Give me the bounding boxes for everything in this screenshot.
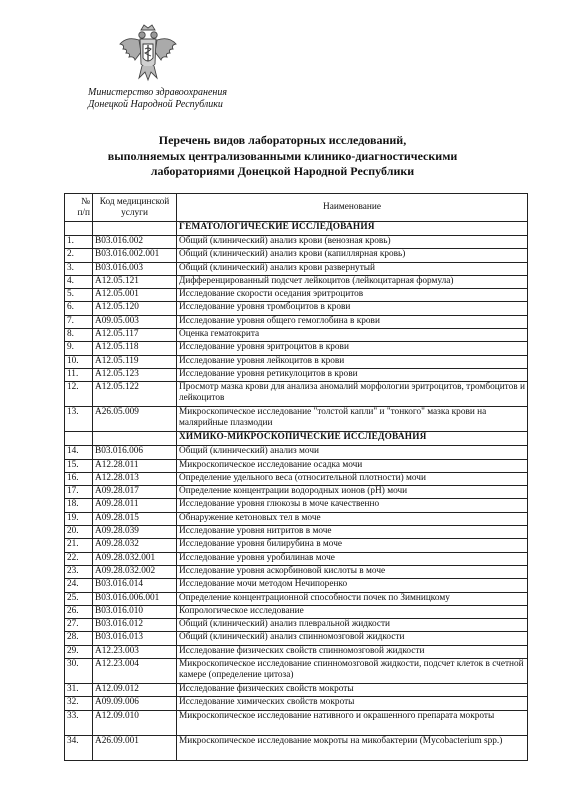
table-row [65,315,528,328]
row-number: 8. [65,329,93,342]
service-code: B03.016.013 [93,632,177,645]
test-name: Микроскопическое исследование нативного и окрашенного препарата мокроты [177,710,528,735]
test-name: Определение удельного веса (относительной плотности) мочи [177,472,528,485]
table-row [65,355,528,368]
title-line2: выполняемых централизованными клинико-диагностическими [107,148,458,163]
test-name: Исследование уровня глюкозы в моче качественно [177,499,528,512]
section-title: ХИМИКО-МИКРОСКОПИЧЕСКИЕ ИССЛЕДОВАНИЯ [177,432,528,446]
test-name: Исследование скорости оседания эритроцитов [177,289,528,302]
test-name: Исследование физических свойств спинномозговой жидкости [177,645,528,658]
column-header-code-line1: Код медицинской [99,196,170,207]
lab-tests-table [64,193,528,761]
table-row [65,249,528,262]
column-header-number-line2: п/п [77,207,90,218]
row-number: 4. [65,275,93,288]
service-code: A12.05.117 [93,329,177,342]
table-row [65,565,528,578]
test-name: Исследование уровня нитритов в моче [177,526,528,539]
row-number: 33. [65,710,93,735]
table-row [65,539,528,552]
row-number: 20. [65,526,93,539]
table-row [65,368,528,381]
service-code: A12.05.001 [93,289,177,302]
service-code: B03.016.003 [93,262,177,275]
ministry-line2: Донецкой Народной Республики [88,99,223,110]
column-header-code [93,194,177,222]
table-row [65,632,528,645]
row-number: 13. [65,407,93,432]
test-name: Общий (клинический) анализ спинномозговой жидкости [177,632,528,645]
row-number: 29. [65,645,93,658]
title-line3: лабораториями Донецкой Народной Республики [150,164,415,178]
service-code: A09.28.032.001 [93,552,177,565]
test-name: Исследование уровня эритроцитов в крови [177,342,528,355]
row-number: 6. [65,302,93,315]
section-empty-cell [65,432,93,446]
table-row [65,735,528,760]
table-row [65,382,528,407]
table-row [65,697,528,710]
service-code: A09.09.006 [93,697,177,710]
row-number: 34. [65,735,93,760]
service-code: A12.05.121 [93,275,177,288]
table-row [65,645,528,658]
row-number: 24. [65,579,93,592]
service-code: A12.23.004 [93,659,177,684]
service-code: A12.05.119 [93,355,177,368]
section-title: ГЕМАТОЛОГИЧЕСКИЕ ИССЛЕДОВАНИЯ [177,222,528,236]
row-number: 23. [65,565,93,578]
test-name: Исследование мочи методом Нечипоренко [177,579,528,592]
row-number: 16. [65,472,93,485]
test-name: Обнаружение кетоновых тел в моче [177,512,528,525]
test-name: Исследование уровня ретикулоцитов в крови [177,368,528,381]
table-row [65,486,528,499]
service-code: B03.016.002.001 [93,249,177,262]
service-code: B03.016.006.001 [93,592,177,605]
row-number: 1. [65,236,93,249]
test-name: Микроскопическое исследование "толстой капли" и "тонкого" мазка крови на малярийные плазмодии [177,407,528,432]
table-header-row [65,194,528,222]
service-code: A09.28.011 [93,499,177,512]
table-row [65,499,528,512]
test-name: Просмотр мазка крови для анализа аномалий морфологии эритроцитов, тромбоцитов и лейкоцитов [177,382,528,407]
table-row [65,512,528,525]
test-name: Общий (клинический) анализ плевральной жидкости [177,619,528,632]
service-code: B03.016.012 [93,619,177,632]
table-row [65,605,528,618]
service-code: A26.09.001 [93,735,177,760]
test-name: Исследование химических свойств мокроты [177,697,528,710]
test-name: Общий (клинический) анализ крови (капиллярная кровь) [177,249,528,262]
section-empty-cell [93,222,177,236]
table-row [65,446,528,459]
table-row [65,552,528,565]
table-row [65,684,528,697]
test-name: Исследование уровня уробилинав моче [177,552,528,565]
service-code: A12.05.120 [93,302,177,315]
row-number: 32. [65,697,93,710]
service-code: A12.05.122 [93,382,177,407]
test-name: Общий (клинический) анализ мочи [177,446,528,459]
test-name: Исследование уровня билирубина в моче [177,539,528,552]
section-empty-cell [93,432,177,446]
table-row [65,619,528,632]
row-number: 2. [65,249,93,262]
row-number: 3. [65,262,93,275]
service-code: A09.05.003 [93,315,177,328]
service-code: A12.09.012 [93,684,177,697]
row-number: 11. [65,368,93,381]
title-line1: Перечень видов лабораторных исследований, [158,133,407,147]
service-code: B03.016.006 [93,446,177,459]
table-row [65,329,528,342]
row-number: 30. [65,659,93,684]
service-code: A12.09.010 [93,710,177,735]
test-name: Определение концентрационной способности почек по Зимницкому [177,592,528,605]
table-row [65,526,528,539]
row-number: 31. [65,684,93,697]
table-row [65,472,528,485]
service-code: A12.23.003 [93,645,177,658]
row-number: 10. [65,355,93,368]
test-name: Микроскопическое исследование спинномозговой жидкости, подсчет клеток в счетной камере (определение цитоза) [177,659,528,684]
table-row [65,275,528,288]
table-row [65,659,528,684]
column-header-number [65,194,93,222]
service-code: A09.28.015 [93,512,177,525]
test-name: Исследование уровня аскорбиновой кислоты в моче [177,565,528,578]
ministry-line1: Министерство здравоохранения [88,87,228,98]
test-name: Копрологическое исследование [177,605,528,618]
table-row [65,579,528,592]
row-number: 22. [65,552,93,565]
service-code: A12.28.011 [93,459,177,472]
service-code: A12.28.013 [93,472,177,485]
row-number: 9. [65,342,93,355]
test-name: Исследование уровня тромбоцитов в крови [177,302,528,315]
service-code: A09.28.039 [93,526,177,539]
row-number: 19. [65,512,93,525]
row-number: 27. [65,619,93,632]
test-name: Микроскопическое исследование осадка мочи [177,459,528,472]
ministry-header [88,87,227,111]
service-code: B03.016.002 [93,236,177,249]
row-number: 21. [65,539,93,552]
test-name: Микроскопическое исследование мокроты на микобактерии (Mycobacterium spp.) [177,735,528,760]
row-number: 7. [65,315,93,328]
row-number: 14. [65,446,93,459]
service-code: A09.28.032.002 [93,565,177,578]
service-code: A09.28.017 [93,486,177,499]
table-row [65,459,528,472]
row-number: 25. [65,592,93,605]
test-name: Исследование уровня лейкоцитов в крови [177,355,528,368]
service-code: A12.05.123 [93,368,177,381]
coat-of-arms-emblem [117,22,179,86]
test-name: Дифференцированный подсчет лейкоцитов (лейкоцитарная формула) [177,275,528,288]
row-number: 17. [65,486,93,499]
row-number: 15. [65,459,93,472]
test-name: Исследование уровня общего гемоглобина в крови [177,315,528,328]
table-row [65,289,528,302]
column-header-code-line2: услуги [121,207,148,218]
table-row [65,342,528,355]
table-row [65,710,528,735]
row-number: 28. [65,632,93,645]
row-number: 18. [65,499,93,512]
test-name: Определение концентрации водородных ионов (pH) мочи [177,486,528,499]
service-code: A12.05.118 [93,342,177,355]
table-row [65,302,528,315]
test-name: Общий (клинический) анализ крови (венозная кровь) [177,236,528,249]
column-header-number-line1: № [81,196,90,207]
row-number: 12. [65,382,93,407]
document-title [0,133,565,180]
test-name: Общий (клинический) анализ крови развернутый [177,262,528,275]
test-name: Оценка гематокрита [177,329,528,342]
row-number: 26. [65,605,93,618]
table-row [65,262,528,275]
service-code: B03.016.014 [93,579,177,592]
service-code: A26.05.009 [93,407,177,432]
row-number: 5. [65,289,93,302]
section-header-row [65,432,528,446]
service-code: A09.28.032 [93,539,177,552]
table-body [65,222,528,761]
section-empty-cell [65,222,93,236]
table-row [65,236,528,249]
test-name: Исследование физических свойств мокроты [177,684,528,697]
column-header-name: Наименование [177,194,528,222]
table-row [65,592,528,605]
table-row [65,407,528,432]
section-header-row [65,222,528,236]
service-code: B03.016.010 [93,605,177,618]
